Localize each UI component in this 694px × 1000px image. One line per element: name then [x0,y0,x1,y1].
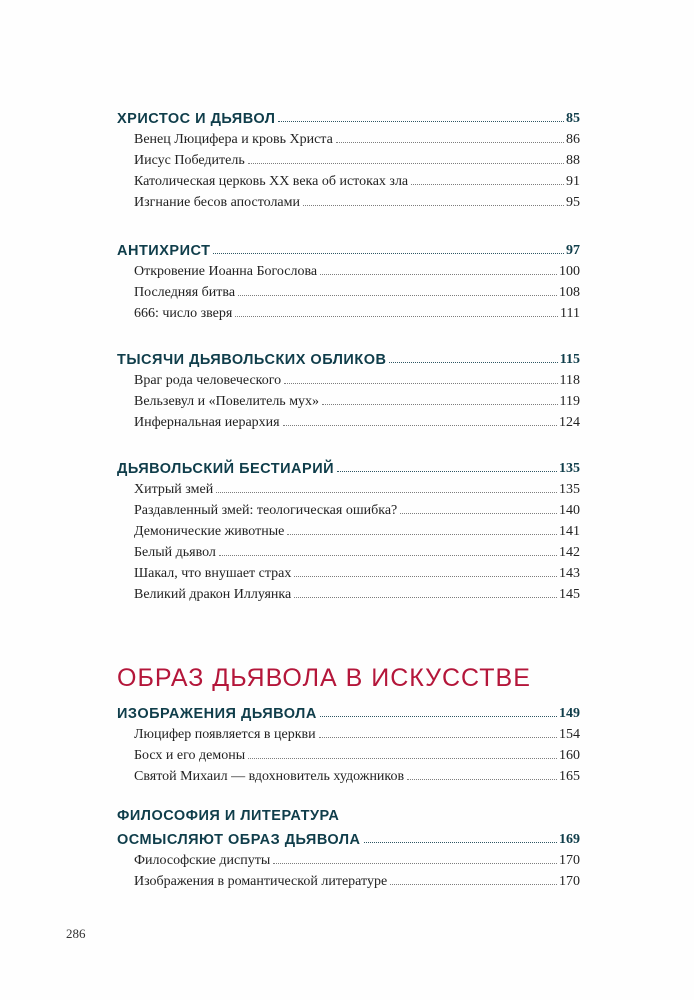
toc-entry[interactable] [134,389,580,410]
entry-page: 95 [566,195,580,210]
toc-section-christ-devil [117,106,580,211]
chapter-title: ТЫСЯЧИ ДЬЯВОЛЬСКИХ ОБЛИКОВ [117,352,387,368]
dot-leader [294,576,557,577]
toc-entry[interactable] [134,280,580,301]
entry-title: Венец Люцифера и кровь Христа [134,132,333,147]
chapter-page: 97 [566,243,580,258]
entry-title: Инфернальная иерархия [134,415,280,430]
entry-page: 88 [566,153,580,168]
entry-title: Иисус Победитель [134,153,245,168]
page-number: 286 [66,926,86,941]
toc-entry[interactable] [134,498,580,519]
toc-entry[interactable] [134,169,580,190]
dot-leader [411,184,564,185]
toc-chapter-entry[interactable] [117,824,580,848]
chapter-page: 149 [559,706,580,721]
entry-title: Демонические животные [134,524,285,539]
entry-page: 170 [559,853,580,868]
toc-section-depictions [117,701,580,785]
toc-section-bestiary [117,456,580,603]
dot-leader [320,274,557,275]
dot-leader [235,316,558,317]
toc-section-philosophy [117,806,580,890]
entry-page: 140 [559,503,580,518]
toc-entry[interactable] [134,848,580,869]
dot-leader [337,471,557,472]
entry-title: Раздавленный змей: теологическая ошибка? [134,503,398,518]
dot-leader [322,404,557,405]
dot-leader [407,779,557,780]
entry-page: 135 [559,482,580,497]
chapter-title-line1: ФИЛОСОФИЯ И ЛИТЕРАТУРА [117,808,340,824]
dot-leader [283,425,557,426]
toc-chapter-entry-line1[interactable] [117,806,580,824]
entry-title: Хитрый змей [134,482,214,497]
toc-entry[interactable] [134,127,580,148]
chapter-title: АНТИХРИСТ [117,243,211,259]
chapter-title: ХРИСТОС И ДЬЯВОЛ [117,111,276,127]
toc-entry[interactable] [134,148,580,169]
toc-chapter-entry[interactable] [117,347,580,368]
part-title: ОБРАЗ ДЬЯВОЛА В ИСКУССТВЕ [117,664,531,692]
dot-leader [400,513,557,514]
entry-page: 111 [560,306,580,321]
entry-title: Откровение Иоанна Богослова [134,264,318,279]
entry-title: Святой Михаил — вдохновитель художников [134,769,405,784]
toc-entry[interactable] [134,477,580,498]
dot-leader [284,383,557,384]
toc-entry[interactable] [134,743,580,764]
dot-leader [238,295,557,296]
dot-leader [248,163,564,164]
dot-leader [216,492,557,493]
chapter-title: ИЗОБРАЖЕНИЯ ДЬЯВОЛА [117,706,317,722]
dot-leader [390,884,557,885]
toc-chapter-entry[interactable] [117,238,580,259]
entry-page: 142 [559,545,580,560]
toc-entry[interactable] [134,540,580,561]
dot-leader [248,758,557,759]
entry-page: 108 [559,285,580,300]
entry-title: Последняя битва [134,285,236,300]
entry-page: 160 [559,748,580,763]
dot-leader [364,842,558,843]
entry-page: 145 [559,587,580,602]
dot-leader [294,597,557,598]
chapter-page: 135 [559,461,580,476]
toc-chapter-entry[interactable] [117,456,580,477]
toc-entry[interactable] [134,301,580,322]
entry-title: Великий дракон Иллуянка [134,587,292,602]
toc-entry[interactable] [134,259,580,280]
entry-page: 141 [559,524,580,539]
chapter-page: 115 [559,352,580,367]
dot-leader [219,555,557,556]
toc-entry[interactable] [134,869,580,890]
entry-page: 143 [559,566,580,581]
entry-title: Враг рода человеческого [134,373,282,388]
entry-title: Вельзевул и «Повелитель мух» [134,394,320,409]
entry-title: Изгнание бесов апостолами [134,195,300,210]
dot-leader [319,737,557,738]
toc-entry[interactable] [134,190,580,211]
entry-title: Белый дьявол [134,545,216,560]
dot-leader [273,863,557,864]
chapter-title: ДЬЯВОЛЬСКИЙ БЕСТИАРИЙ [117,461,335,477]
entry-title: Шакал, что внушает страх [134,566,292,581]
entry-page: 119 [559,394,580,409]
dot-leader [303,205,564,206]
dot-leader [213,253,564,254]
entry-title: Католическая церковь XX века об истоках зла [134,174,409,189]
dot-leader [287,534,557,535]
toc-entry[interactable] [134,519,580,540]
dot-leader [336,142,564,143]
toc-entry[interactable] [134,722,580,743]
toc-entry[interactable] [134,764,580,785]
toc-entry[interactable] [134,582,580,603]
toc-entry[interactable] [134,368,580,389]
entry-page: 118 [559,373,580,388]
entry-page: 100 [559,264,580,279]
toc-entry[interactable] [134,561,580,582]
chapter-title-line2: ОСМЫСЛЯЮТ ОБРАЗ ДЬЯВОЛА [117,832,361,848]
entry-page: 86 [566,132,580,147]
entry-page: 124 [559,415,580,430]
toc-section-devil-forms [117,347,580,431]
toc-section-antichrist [117,238,580,322]
entry-page: 170 [559,874,580,889]
entry-title: Изображения в романтической литературе [134,874,388,889]
entry-title: Босх и его демоны [134,748,246,763]
chapter-page: 169 [559,832,580,847]
entry-title: Люцифер появляется в церкви [134,727,316,742]
dot-leader [320,716,557,717]
entry-page: 91 [566,174,580,189]
entry-title: Философские диспуты [134,853,271,868]
entry-page: 165 [559,769,580,784]
toc-chapter-entry[interactable] [117,701,580,722]
dot-leader [278,121,564,122]
chapter-page: 85 [566,111,580,126]
toc-chapter-entry[interactable] [117,106,580,127]
dot-leader [389,362,557,363]
entry-title: 666: число зверя [134,306,233,321]
entry-page: 154 [559,727,580,742]
toc-entry[interactable] [134,410,580,431]
